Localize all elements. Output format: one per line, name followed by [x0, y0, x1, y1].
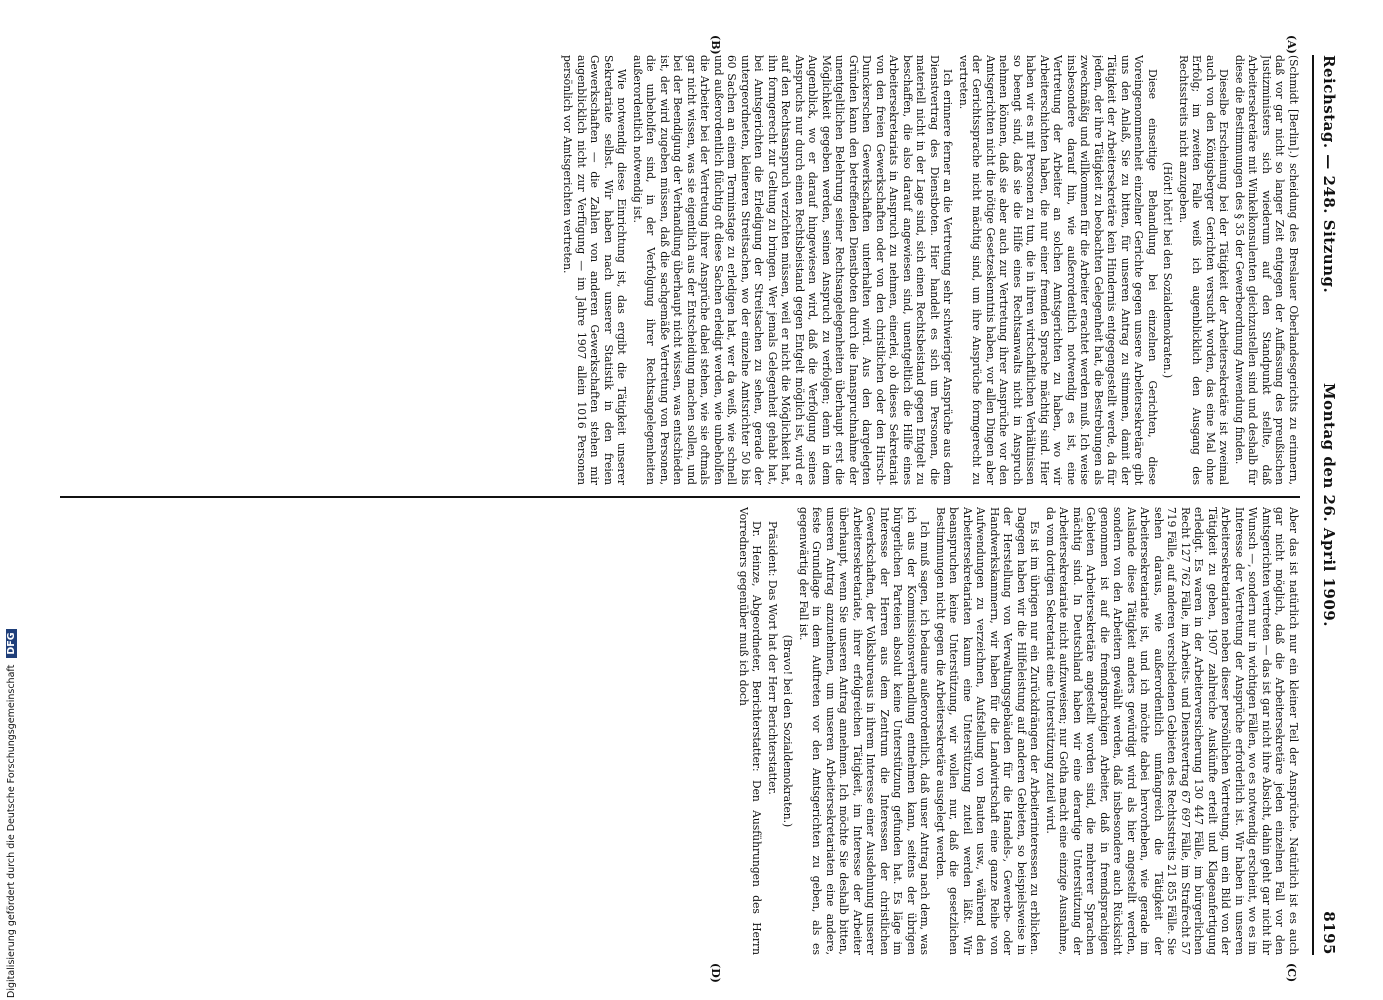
margin-mark-a: (A)	[1285, 35, 1298, 54]
paragraph: Es ist im übrigen nur ein Zurückdrängen der Arbeiterinteressen zu erblicken. Dagegen haben wir die Hilfeleistung auf anderen Gebieten, so beispielsweise in der Herstellung von Verwaltungsgebäuden für die Handels-, Gewerbe- oder Handwerkskammern, wir haben für die Landwirtschaft eine ganze Reihe von Aufwendungen zu verzeichnen, Aufstellung von Bauten usw., während den Arbeitersekretariaten kaum eine Unterstützung zuteil werden läßt. Wir beanspruchen keine Unterstützung, wir wollen nur, daß die gesetzlichen Bestimmungen nicht gegen die Arbeitersekretäre ausgelegt werden.	[934, 507, 1042, 955]
paragraph: Diese einseitige Behandlung bei einzelnen Gerichten, diese Voreingenommenheit einzelner Gerichte gegen unsere Arbeitersekretäre gibt uns den Anlaß, Sie zu bitten, für unseren Antrag zu stimmen, damit der Tätigkeit der Arbeitersekretäre kein Hindernis entgegengestellt werde, da für jedem, der ihre Tätigkeit zu beobachten Gelegenheit hat, die Bestrebungen als zweckmäßig und willkommen für die Arbeiter erachtet werden muß. Ich weise insbesondere darauf hin, wie außerordentlich notwendig es ist, eine Vertretung der Arbeiter an solchen Amtsgerichten zu haben, wo wir Arbeiterschichten haben, die nur einer fremden Sprache mächtig sind. Hier haben wir es mit Personen zu tun, die in ihren wirtschaftlichen Verhältnissen so beengt sind, daß sie die Hilfe eines Rechtsanwalts nicht in Anspruch nehmen können, daß sie aber auch zur Vertretung ihrer Ansprüche vor den Amtsgerichten nicht die nötige Gesetzeskenntnis haben, vor allen Dingen aber der Gerichtssprache nicht mächtig sind, um ihre Ansprüche formgerecht zu vertreten.	[957, 55, 1159, 485]
paragraph: Dieselbe Erscheinung bei der Tätigkeit der Arbeitersekretäre ist zweimal auch von den Königsberger Gerichten versucht worden, das eine Mal ohne Erfolg; im zweiten Falle weiß ich augenblicklich den Ausgang des Rechtsstreits nicht anzugeben.	[1177, 55, 1231, 485]
paragraph: Wie notwendig diese Einrichtung ist, das ergibt die Tätigkeit unserer Sekretariate selbst. Wir haben nach unserer Statistik in den freien Gewerkschaften — die Zahlen von anderen Gewerkschaften stehen mir augenblicklich nicht zur Verfügung — im Jahre 1907 allein 1016 Personen persönlich vor Amtsgerichten vertreten.	[561, 55, 629, 485]
interjection: (Bravo! bei den Sozialdemokraten.)	[781, 634, 795, 828]
margin-mark-d: (D)	[709, 963, 722, 983]
left-text-column	[60, 55, 1300, 485]
right-text-column	[60, 507, 1300, 955]
page-header	[1312, 55, 1340, 955]
dfg-logo: DFG	[6, 629, 17, 657]
digitization-footer	[6, 438, 22, 998]
margin-mark-c: (C)	[1285, 963, 1298, 983]
column-divider	[60, 496, 1300, 498]
footer-text: Digitalisierung gefördert durch die Deutsche Forschungsgemeinschaft	[6, 664, 17, 998]
speaker-line: Präsident: Das Wort hat der Herr Berichterstatter.	[766, 521, 779, 795]
header-center: Montag den 26. April 1909.	[1320, 383, 1338, 627]
paragraph: Aber das ist natürlich nur ein kleiner Teil der Ansprüche. Natürlich ist es auch gar nicht möglich, daß die Arbeitersekretäre jeden einzelnen Fall vor den Amtsgerichten vertreten — das ist gar nicht ihre Absicht, dahin geht gar nicht ihr Wunsch —, sondern nur in wichtigen Fällen, wo es notwendig erscheint, wo es im Interesse der Vertretung der Ansprüche erforderlich ist. Wir haben in unseren Arbeitersekretariaten neben dieser persönlichen Vertretung, um ein Bild von der Tätigkeit zu geben, 1907 zahlreiche Auskünfte erteilt und Klageanfertigung erledigt. Es waren in der Arbeiterversicherung 130 447 Fälle, im bürgerlichen Recht 127 762 Fälle, im Arbeits- und Dienstvertrag 67 697 Fälle, im Strafrecht 57 719 Fälle, auf anderen verschiedenen Gebieten des Rechtsstreits 21 855 Fälle. Sie sehen daraus, wie außerordentlich umfangreich die Tätigkeit der Arbeitersekretariate ist, und ich möchte dabei hervorheben, wie gerade im Auslande diese Tätigkeit anders gewürdigt wird als hier angestellt werden, sondern von den Arbeitern gewählt werden, daß insbesondere auch Rücksicht genommen ist auf die fremdsprachigen Arbeiter, daß in fremdsprachigen Gebieten Arbeitersekretäre angestellt worden sind, die mehrerer Sprachen mächtig sind. In Deutschland haben wir eine derartige Unterstützung der Arbeitersekretariate nicht aufzuweisen; nur Gotha macht eine einzige Ausnahme, da vom dortigen Sekretariat eine Unterstützung zuteil wird.	[1044, 507, 1300, 955]
paragraph: (Schmidt [Berlin].) scheidung des Breslauer Oberlandesgerichts zu erinnern, daß vor gar nicht so langer Zeit entgegen der Auffassung des preußischen Justizministers sich wiederum auf den Standpunkt stellte, daß Arbeitersekretäre mit Winkelkonsulenten gleichzustellen sind und deshalb für diese die Bestimmungen des § 35 der Gewerbeordnung Anwendung finden.	[1233, 55, 1300, 485]
paragraph: Ich erinnere ferner an die Vertretung sehr schwieriger Ansprüche aus dem Dienstvertrag des Dienstboten. Hier handelt es sich um Personen, die materiell nicht in der Lage sind, sich einen Rechtsbeistand gegen Entgelt zu beschaffen, die also darauf angewiesen sind, unentgeltlich die Hilfe eines Arbeitersekretariats in Anspruch zu nehmen, einerlei, ob dieses Sekretariat von den freien Gewerkschaften oder von den christlichen oder den Hirsch-Dunckerschen Gewerkschaften unterhalten wird. Aus den dargelegten Gründen kann den betreffenden Dienstboten durch die Inanspruchnahme der unentgeltlichen Belehrung seiner Rechtsangelegenheiten überhaupt erst die Möglichkeit gegeben werden, seinen Anspruch zu verfolgen; denn in dem Augenblick, wo er darauf hingewiesen wird, daß die Verfolgung seines Anspruchs nur durch einen Rechtsbeistand gegen Entgelt möglich ist, wird er auf den Rechtsanspruch verzichten müssen, weil er nicht die Möglichkeit hat, ihn formgerecht zur Geltung zu bringen. Wer jemals Gelegenheit gehabt hat, bei Amtsgerichten die Erledigung der Streitsachen zu sehen, gerade der untergeordneten, kleineren Streitsachen, wo der einzelne Amtsrichter 50 bis 60 Sachen an einem Terminstage zu erledigen hat, wer da weiß, wie schnell und außerordentlich flüchtig oft diese Sachen erledigt werden, wie unbeholfen die Arbeiter bei der Vertretung ihrer Ansprüche dabei stehen, wie sie oftmals gar nicht wissen, was sie eigentlich aus der Entscheidung machen sollen, und bei der Beendigung der Verhandlung überhaupt nicht wissen, was entschieden ist, der wird zugeben müssen, daß die sachgemäße Vertretung von Personen, die unbeholfen sind, in der Verfolgung ihrer Rechtsangelegenheiten außerordentlich notwendig ist.	[631, 55, 955, 485]
speaker-line: Dr. Heinze, Abgeordneter, Berichterstatter: Den Ausführungen des Herrn Vorredners gegenüber muß ich doch	[737, 507, 764, 955]
margin-mark-b: (B)	[709, 35, 722, 55]
rotated-document-page	[50, 35, 1340, 983]
paragraph: Ich muß sagen, ich bedaure außerordentlich, daß unser Antrag nach dem, was ich aus der Kommissionsverhandlung entnehmen kann, seitens der übrigen bürgerlichen Parteien absolut keine Unterstützung gefunden hat. Es läge im Interesse der Herren aus dem Zentrum die Interessen der christlichen Gewerkschaften, der Volksbureaus in ihrem Interesse einer Ausdehnung unserer Arbeitersekretariate, ihrer erfolgreichen Tätigkeit, im Interesse der Arbeiter überhaupt, wenn Sie unseren Antrag annehmen. Ich möchte Sie deshalb bitten, unseren Antrag anzunehmen, um unseren Arbeitersekretariaten eine andere, feste Grundlage in dem Auftreten vor den Amtsgerichten zu geben, als es gegenwärtig der Fall ist.	[797, 507, 932, 955]
page-number: 8195	[1320, 911, 1338, 955]
interjection: (Hört! hört! bei den Sozialdemokraten.)	[1161, 161, 1175, 379]
header-left: Reichstag. — 248. Sitzung.	[1320, 55, 1338, 294]
